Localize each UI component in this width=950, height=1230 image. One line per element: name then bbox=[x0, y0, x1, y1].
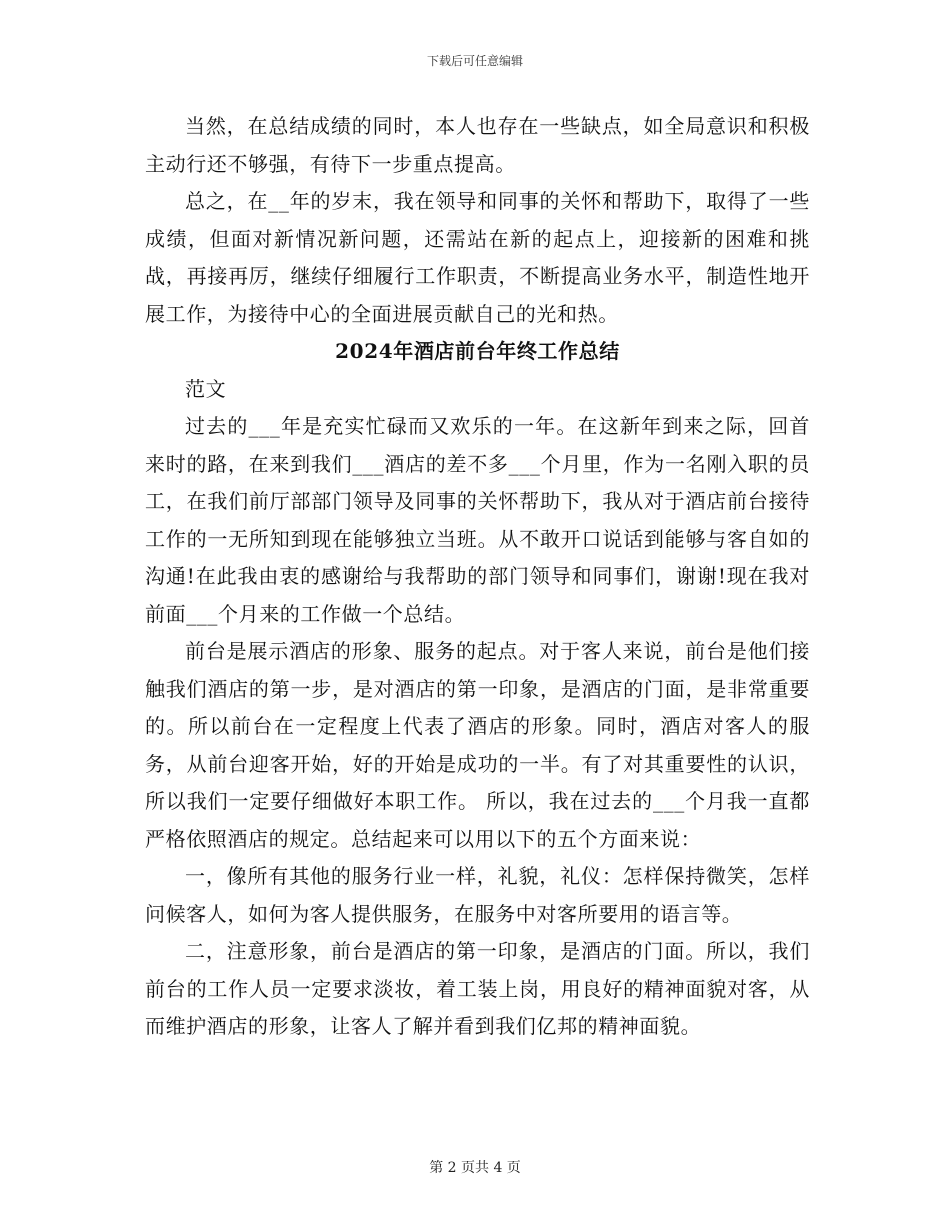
paragraph: 总之，在__年的岁末，我在领导和同事的关怀和帮助下，取得了一些成绩，但面对新情况新问题，还需站在新的起点上，迎接新的困难和挑战，再接再厉，继续仔细履行工作职责，不断提高业务水平，制造性地开展工作，为接待中心的全面进展贡献自己的光和热。 bbox=[145, 189, 810, 326]
document-body bbox=[145, 108, 810, 1046]
paragraph: 二，注意形象，前台是酒店的第一印象，是酒店的门面。所以，我们前台的工作人员一定要求淡妆，着工装上岗，用良好的精神面貌对客，从而维护酒店的形象，让客人了解并看到我们亿邦的精神面貌。 bbox=[145, 939, 810, 1038]
paragraph: 一，像所有其他的服务行业一样，礼貌，礼仪：怎样保持微笑，怎样问候客人，如何为客人提供服务，在服务中对客所要用的语言等。 bbox=[145, 864, 810, 926]
page-number: 第 2 页共 4 页 bbox=[429, 1160, 521, 1176]
paragraph: 前台是展示酒店的形象、服务的起点。对于客人来说，前台是他们接触我们酒店的第一步，是对酒店的第一印象，是酒店的门面，是非常重要的。所以前台在一定程度上代表了酒店的形象。同时，酒店对客人的服务，从前台迎客开始，好的开始是成功的一半。有了对其重要性的认识，所以我们一定要仔细做好本职工作。 所以，我在过去的___个月我一直都严格依照酒店的规定。总结起来可以用以下的五个方面来说： bbox=[145, 639, 810, 851]
paragraph: 过去的___年是充实忙碌而又欢乐的一年。在这新年到来之际，回首来时的路，在来到我们___酒店的差不多___个月里，作为一名刚入职的员工，在我们前厅部部门领导及同事的关怀帮助下，我从对于酒店前台接待工作的一无所知到现在能够独立当班。从不敢开口说话到能够与客自如的沟通!在此我由衷的感谢给与我帮助的部门领导和同事们，谢谢!现在我对前面___个月来的工作做一个总结。 bbox=[145, 414, 810, 626]
sample-label: 范文 bbox=[185, 376, 227, 401]
section-title: 2024年酒店前台年终工作总结 bbox=[335, 339, 620, 363]
paragraph: 当然，在总结成绩的同时，本人也存在一些缺点，如全局意识和积极主动行还不够强，有待下一步重点提高。 bbox=[145, 114, 810, 176]
page-header: 下载后可任意编辑 bbox=[426, 54, 523, 68]
